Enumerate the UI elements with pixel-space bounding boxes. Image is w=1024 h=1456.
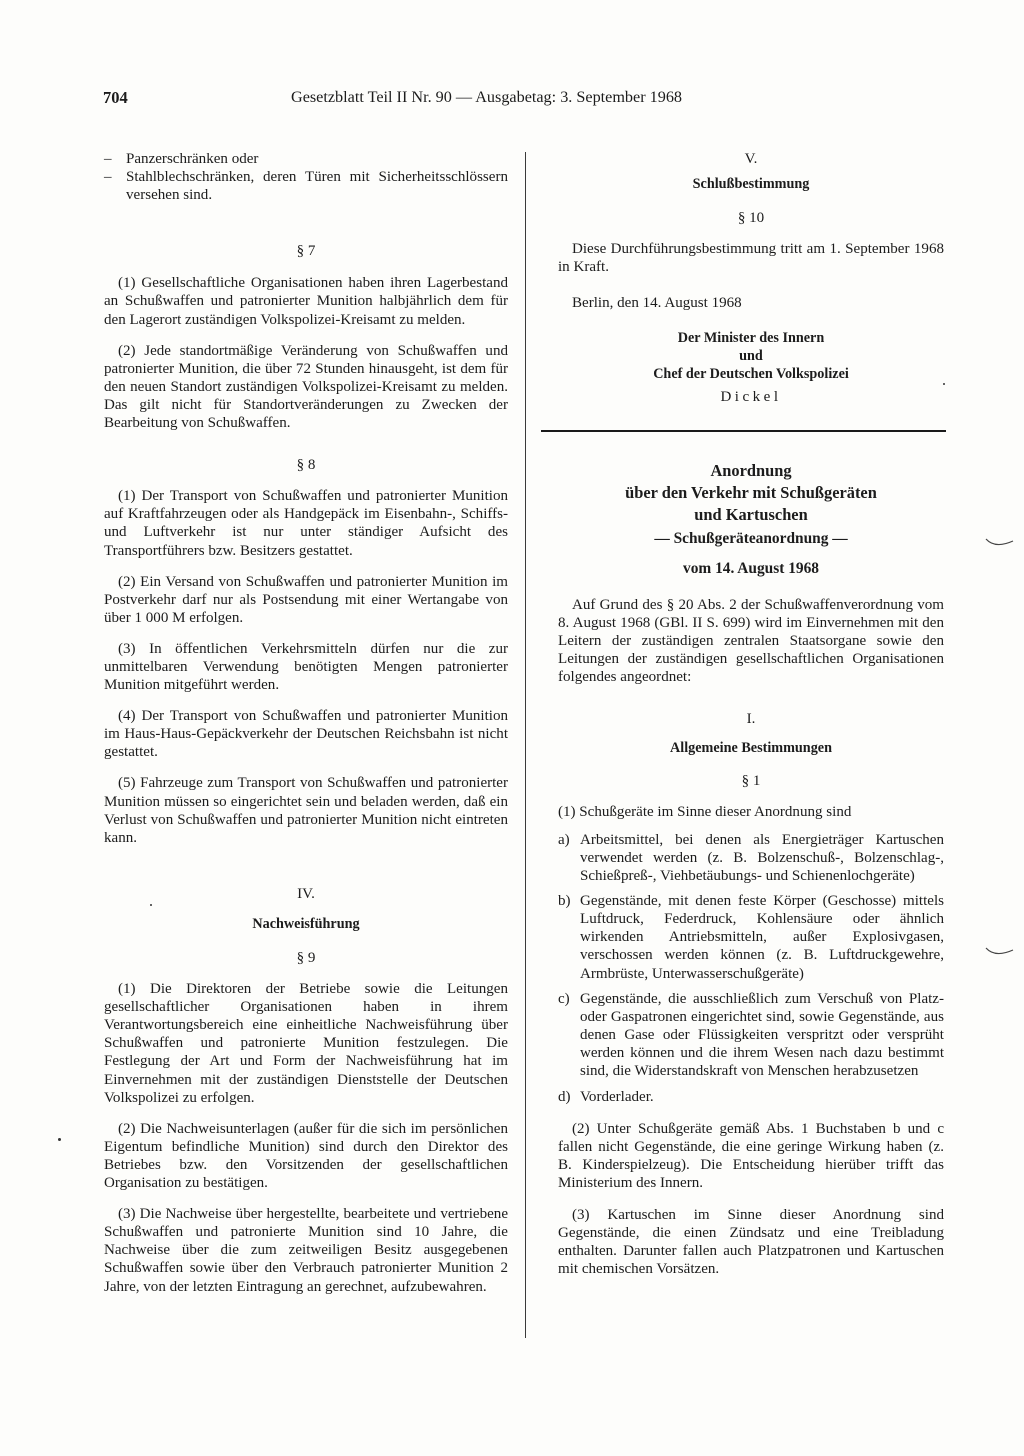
paragraph-1-2: (2) Unter Schußgeräte gemäß Abs. 1 Buchstaben b und c fallen nicht Gegenstände, die eine geringe Wirkung haben (z. B. Kinderspielzeug). Die Entscheidung hierüber trifft das Ministerium des Innern. [558, 1121, 944, 1192]
paragraph-8-4: (4) Der Transport von Schußwaffen und patronierter Munition im Haus-Haus-Gepäckverkehr der Deutschen Reichsbahn ist nicht gestattet. [104, 708, 508, 761]
column-divider [525, 152, 526, 1338]
section-title-iv: Nachweisführung [252, 915, 360, 932]
scan-speck [943, 383, 945, 385]
left-column [104, 150, 508, 1296]
paragraph-9-3: (3) Die Nachweise über hergestellte, bearbeitete und vertriebene Schußwaffen und patronierte Munition sind 10 Jahre, die Nachweise über die zum zeitweiligen Besitz ausgegebenen Schußwaffen sowie über den Verbrauch patronierter Munition 2 Jahre, von der letzten Eintragung an gerechnet, aufzubewahren. [104, 1206, 508, 1295]
section-heading-10: § 10 [737, 210, 765, 227]
paragraph-8-1: (1) Der Transport von Schußwaffen und patronierter Munition auf Kraftfahrzeugen oder als Handgepäck im Eisenbahn-, Schiffs- und Luftverkehr ist nur unter ständiger Aufsicht des Transportführers bzw. Besitzers gestattet. [104, 488, 508, 559]
section-title-v: Schlußbestimmung [692, 176, 810, 193]
list-item: b) Gegenstände, mit denen feste Körper (Geschosse) mittels Luftdruck, Federdruck, Kohlensäure oder ähnlich wirkenden Antriebsmitteln, außer Explosivgasen, verschossen werden können (z. B. Luftdruckgewehre, Armbrüste, Unterwasserschußgeräte) [558, 893, 944, 982]
page-header [103, 88, 767, 116]
scan-speck [150, 904, 152, 906]
separator-rule [541, 430, 946, 432]
scan-speck [58, 1138, 61, 1141]
list-item: – Stahlblechschränken, deren Türen mit Sicherheitsschlössern versehen sind. [104, 169, 508, 204]
paragraph-9-2: (2) Die Nachweisunterlagen (außer für die sich im persönlichen Eigentum befindliche Munition) sind durch den Direktor des Betriebes bzw. den Vorsitzenden der gesellschaftlichen Organisation zu bestätigen. [104, 1120, 508, 1192]
signatory-name: Dickel [720, 388, 782, 405]
paragraph-8-5: (5) Fahrzeuge zum Transport von Schußwaffen und patronierter Munition müssen so eingerichtet sein und beladen werden, daß ein Verlust von Schußwaffen und patronierter Munition nicht eintreten kann. [104, 775, 508, 846]
order-subtitle: über den Verkehr mit Schußgeräten [625, 483, 877, 502]
place-date: Berlin, den 14. August 1968 [572, 295, 742, 312]
section-title-i: Allgemeine Bestimmungen [670, 739, 832, 756]
page-number: 704 [103, 88, 128, 107]
right-column-order [558, 460, 944, 1278]
paragraph-8-3: (3) In öffentlichen Verkehrsmitteln dürfen nur die zur unmittelbaren Verwendung benötigten Mengen patronierter Munition mitgeführt werden. [104, 640, 508, 694]
order-short-title: — Schußgeräteanordnung — [654, 530, 848, 547]
order-subtitle-2: und Kartuschen [694, 505, 808, 524]
paragraph-1-3: (3) Kartuschen im Sinne dieser Anordnung sind Gegenstände, die einen Zündsatz und eine Treibladung enthalten. Darunter fallen auch Platzpatronen und Kartuschen mit chemischen Vorsätzen. [558, 1206, 944, 1277]
paragraph-9-1: (1) Die Direktoren der Betriebe sowie die Leitungen gesellschaftlicher Organisationen haben in ihrem Verantwortungsbereich eine einheitliche Nachweisführung über Schußwaffen und patronierte Munition festzulegen. Die Festlegung der Art und Form der Nachweisführung hat im Einvernehmen mit der zuständigen Dienststelle der Deutschen Volkspolizei zu erfolgen. [104, 981, 508, 1106]
paragraph-7-1: (1) Gesellschaftliche Organisationen haben ihren Lagerbestand an Schußwaffen und patronierter Munition halbjährlich dem für den Lagerort zuständigen Volkspolizei-Kreisamt zu melden. [104, 275, 508, 328]
list-item: – Panzerschränken oder [104, 151, 259, 167]
section-heading-8: § 8 [296, 457, 316, 474]
preamble: Auf Grund des § 20 Abs. 2 der Schußwaffenverordnung vom 8. August 1968 (GBl. II S. 699) wird im Einvernehmen mit den Leitern der zuständigen zentralen Staatsorgane sowie den Leitungen der zuständigen gesellschaftlichen Organisationen folgendes angeordnet: [558, 597, 944, 686]
section-number-iv: IV. [297, 885, 315, 902]
list-item: d) Vorderlader. [558, 1089, 654, 1106]
list-item: a) Arbeitsmittel, bei denen als Energieträger Kartuschen verwendet werden (z. B. Bolzenschuß-, Bolzenschlag-, Schießpreß-, Viehbetäubungs- und Schienenlochgeräte) [558, 831, 944, 885]
section-number-v: V. [744, 151, 758, 167]
order-date: vom 14. August 1968 [683, 560, 819, 577]
right-column [558, 150, 944, 406]
scan-mark [985, 946, 1015, 958]
running-head: Gesetzblatt Teil II Nr. 90 — Ausgabetag: 3. September 1968 [291, 88, 683, 106]
signatory-conjunction: und [739, 347, 763, 364]
list-item: c) Gegenstände, die ausschließlich zum Verschuß von Platz- oder Gaspatronen eingerichtet sind, sowie Gegenstände, aus denen Gase oder Flüssigkeiten verspritzt oder versprüht werden können und die ihrem Wesen nach dazu bestimmt sind, die Widerstandskraft von Menschen herabzusetzen [558, 990, 944, 1079]
section-heading-1: § 1 [741, 772, 761, 789]
section-heading-7: § 7 [296, 243, 316, 260]
signatory-title: Der Minister des Innern [677, 329, 825, 346]
paragraph-8-2: (2) Ein Versand von Schußwaffen und patronierter Munition im Postverkehr darf nur als Postsendung mit einer Wertangabe von über 1 000 M erfolgen. [104, 573, 508, 626]
paragraph-10: Diese Durchführungsbestimmung tritt am 1. September 1968 in Kraft. [558, 241, 944, 276]
scan-mark [985, 537, 1015, 549]
section-number-i: I. [746, 711, 756, 728]
section-heading-9: § 9 [296, 950, 316, 966]
order-title: Anordnung [710, 461, 792, 480]
paragraph-1-1: (1) Schußgeräte im Sinne dieser Anordnung sind [558, 803, 852, 820]
signatory-title-2: Chef der Deutschen Volkspolizei [653, 365, 849, 382]
paragraph-7-2: (2) Jede standortmäßige Veränderung von Schußwaffen und patronierter Munition, die über 72 Stunden hinausgeht, ist dem für den neuen Standort zuständigen Volkspolizei-Kreisamt zu melden. Das gilt nicht für Standortveränderungen zu Zwecken der Bearbeitung von Schußwaffen. [104, 342, 508, 432]
